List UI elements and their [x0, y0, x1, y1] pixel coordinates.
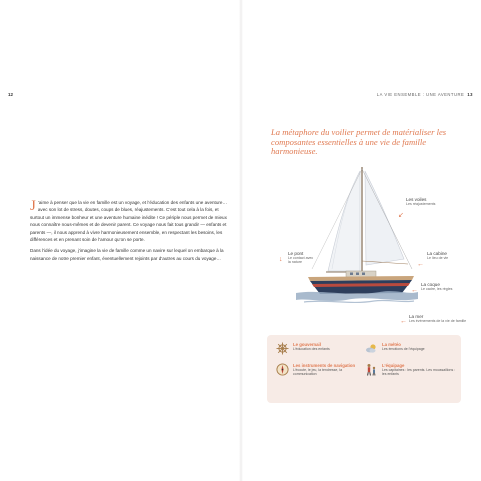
arrow-pont-icon: ↓ — [279, 256, 283, 263]
legend-gouvernail-title: Le gouvernail — [293, 342, 321, 347]
page-headline: La métaphore du voilier permet de matérialiser les composantes essentielles à une vie de famille harmonieuse. — [271, 127, 447, 157]
left-page-number: 12 — [8, 92, 14, 97]
label-voiles — [406, 197, 466, 206]
arrow-cabine-icon: ← — [417, 261, 424, 268]
right-page-number: 13 — [467, 92, 473, 97]
legend-gouvernail-desc: L’éducation des enfants — [293, 347, 330, 351]
sailboat-illustration — [290, 165, 420, 310]
label-coque-title: La coque — [421, 282, 440, 287]
label-voiles-title: Les voiles — [406, 197, 427, 202]
left-page-body — [30, 199, 230, 266]
label-cabine — [427, 251, 467, 260]
legend-instruments-desc: L’écoute, le jeu, la tendresse, la communication — [293, 368, 343, 377]
label-cabine-desc: Le lieu de vie — [427, 256, 449, 260]
legend-item-meteo — [365, 342, 457, 355]
legend-box — [267, 335, 461, 403]
label-pont — [288, 251, 314, 265]
main-sail — [328, 171, 360, 271]
paragraph-1-text: ’aime à penser que la vie en famille est un voyage, et l’éducation des enfants une aventure… avec son lot de stress, doutes, coups de blues, réajustements. C’est tout cela à la fois, et surtout un immense bonheur et une aventure humaine inédite ! Ce périple nous permet de mieux nous connaître nous-mêmes et de devenir parent. Ce voyage nous fait tous grandir — enfants et parents —, il nous apprend à vivre harmonieusement ensemble, en respectant les besoins, les différences et en prenant soin de l’amour qu’on se porte. — [30, 200, 228, 243]
paragraph-2: Dans l’idée du voyage, j’imagine la vie de famille comme un navire sur lequel on embarque à la naissance de notre premier enfant, éventuellement rejoints par d’autres au cours du voyage… — [30, 248, 224, 261]
label-pont-title: Le pont — [288, 251, 304, 256]
legend-meteo-title: La météo — [382, 342, 401, 347]
legend-item-gouvernail — [276, 342, 360, 355]
legend-item-equipage — [365, 363, 457, 377]
crew-icon — [365, 363, 378, 376]
running-header — [377, 92, 473, 97]
label-mer-title: La mer — [409, 314, 424, 319]
label-mer-desc: Les événements de la vie de famille — [409, 319, 467, 323]
label-coque-desc: Le cadre, les règles — [421, 287, 453, 291]
label-voiles-desc: Les réajustements — [406, 202, 436, 206]
legend-equipage-desc: Les capitaines : les parents. Les moussaillons : les enfants — [382, 368, 456, 377]
label-cabine-title: La cabine — [427, 251, 447, 256]
weather-icon — [365, 342, 378, 355]
compass-icon — [276, 363, 289, 376]
label-mer — [409, 314, 471, 323]
helm-wheel-icon — [276, 342, 289, 355]
legend-meteo-desc: Les émotions de l’équipage — [382, 347, 425, 351]
arrow-coque-icon: ← — [411, 287, 418, 294]
label-pont-desc: Le contact avec la nature — [288, 256, 314, 265]
running-title: LA VIE ENSEMBLE : UNE AVENTURE — [376, 92, 465, 97]
arrow-mer-icon: ← — [400, 318, 407, 325]
label-coque — [421, 282, 471, 291]
legend-item-instruments — [276, 363, 362, 377]
dropcap: J — [30, 198, 36, 214]
legend-instruments-title: Les instruments de navigation — [293, 363, 356, 368]
paragraph-1 — [30, 199, 230, 243]
book-gutter — [239, 0, 243, 481]
legend-equipage-title: L’équipage — [382, 363, 405, 368]
arrow-voiles-icon: ↙ — [398, 212, 404, 219]
